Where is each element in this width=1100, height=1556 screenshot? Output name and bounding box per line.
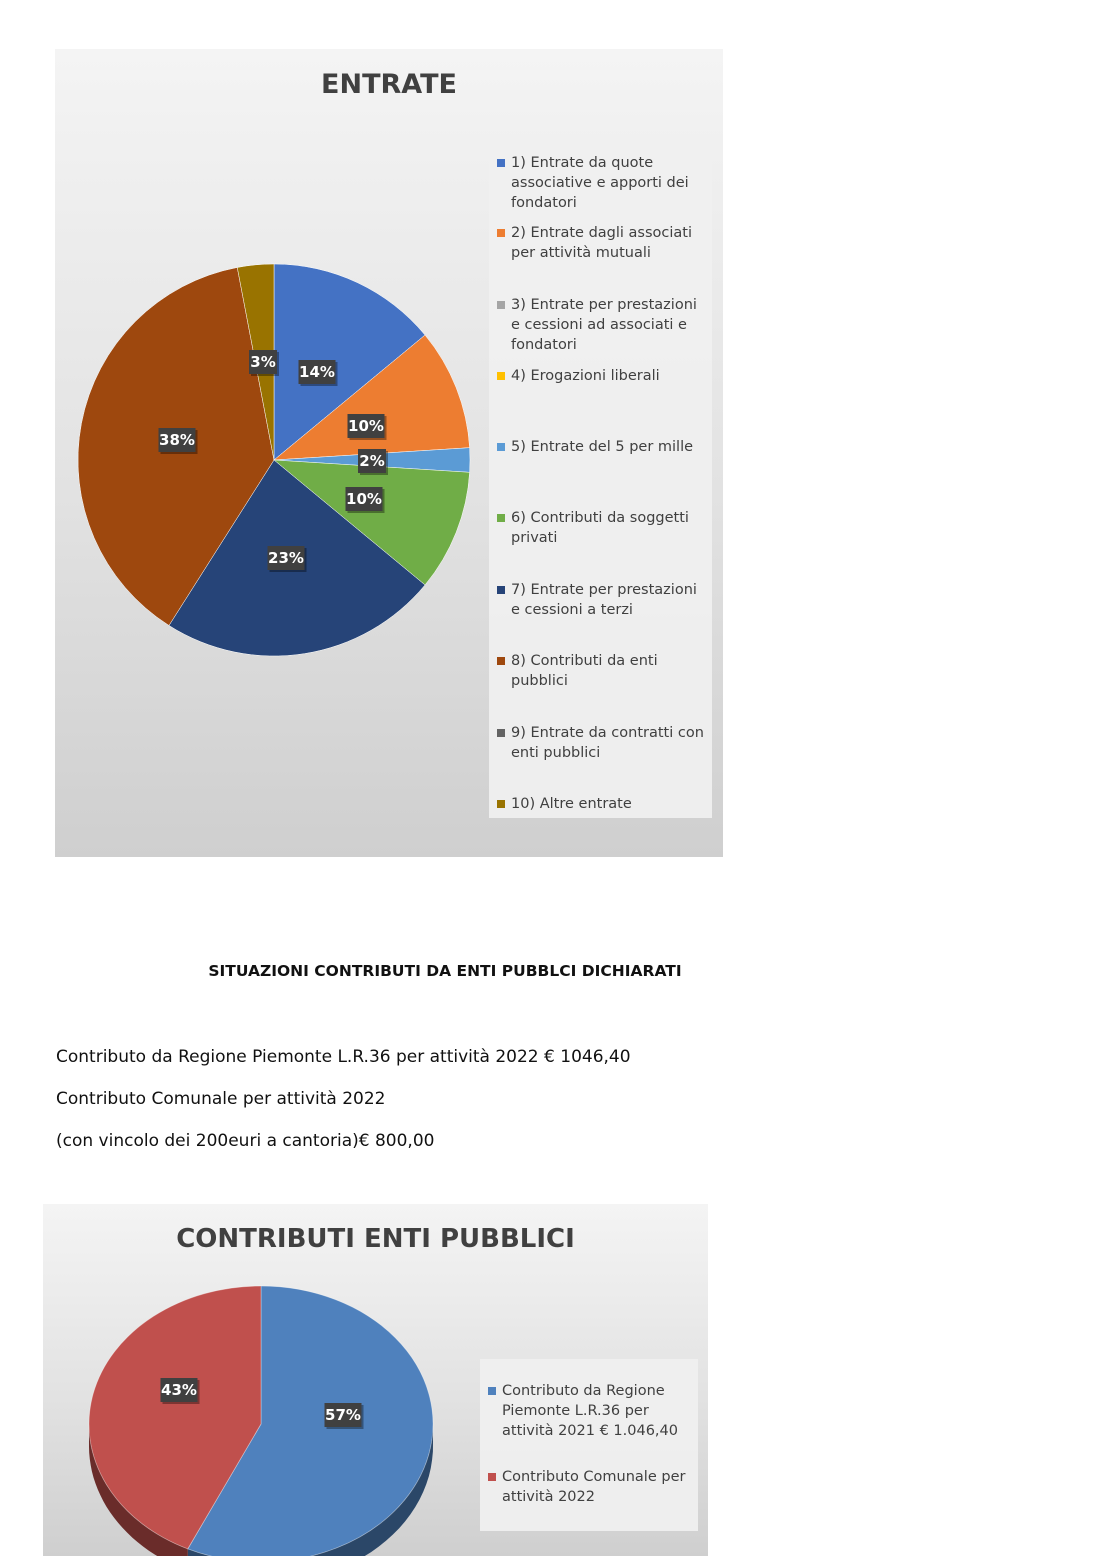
- legend-item-4: [497, 366, 708, 386]
- data-label-text: 2%: [359, 452, 385, 470]
- data-label-6: [346, 487, 385, 513]
- legend-item-2: [488, 1467, 694, 1507]
- legend-item-5: [497, 437, 708, 457]
- legend-swatch: [488, 1473, 496, 1481]
- legend-item-1: [488, 1381, 694, 1441]
- data-label-2: [348, 414, 387, 440]
- data-label-text: 23%: [268, 549, 304, 567]
- legend-label: 4) Erogazioni liberali: [511, 368, 660, 384]
- data-label-1: [299, 360, 338, 386]
- data-label-5: [358, 449, 388, 475]
- data-label-text: 57%: [325, 1406, 361, 1424]
- contributi-legend: [480, 1359, 698, 1531]
- text-line-comunale: Contributo Comunale per attività 2022: [56, 1089, 386, 1109]
- chart-title: ENTRATE: [321, 69, 457, 100]
- data-label-1: [325, 1403, 364, 1429]
- legend-swatch: [497, 800, 505, 808]
- data-label-text: 10%: [348, 417, 384, 435]
- data-label-2: [161, 1378, 200, 1404]
- data-label-7: [268, 546, 307, 572]
- legend-item-2: [497, 223, 708, 263]
- legend-swatch: [497, 657, 505, 665]
- data-label-text: 38%: [159, 431, 195, 449]
- legend-label: 7) Entrate per prestazioni e cessioni a terzi: [511, 582, 697, 618]
- legend-label: 3) Entrate per prestazioni e cessioni ad associati e fondatori: [511, 297, 697, 353]
- legend-swatch: [497, 372, 505, 380]
- section-heading: SITUAZIONI CONTRIBUTI DA ENTI PUBBLCI DICHIARATI: [208, 962, 682, 980]
- text-line-vincolo: (con vincolo dei 200euri a cantoria)€ 800,00: [56, 1131, 435, 1151]
- contributi-chart: [43, 1204, 708, 1556]
- entrate-legend: [489, 145, 712, 818]
- chart-title: CONTRIBUTI ENTI PUBBLICI: [176, 1224, 575, 1254]
- legend-swatch: [497, 443, 505, 451]
- data-label-text: 3%: [250, 353, 276, 371]
- legend-swatch: [488, 1387, 496, 1395]
- data-label-text: 10%: [346, 490, 382, 508]
- data-label-10: [249, 350, 279, 376]
- legend-swatch: [497, 229, 505, 237]
- legend-item-6: [497, 508, 708, 548]
- data-label-text: 14%: [299, 363, 335, 381]
- legend-item-10: [497, 794, 708, 814]
- legend-label: 9) Entrate da contratti con enti pubblici: [511, 725, 704, 761]
- legend-label: 2) Entrate dagli associati per attività mutuali: [511, 225, 693, 261]
- legend-label: Contributo da Regione Piemonte L.R.36 per attività 2021 € 1.046,40: [502, 1383, 678, 1439]
- legend-label: 1) Entrate da quote associative e apporti dei fondatori: [511, 155, 689, 211]
- entrate-chart: [55, 49, 723, 857]
- legend-label: 5) Entrate del 5 per mille: [511, 439, 694, 455]
- legend-label: 8) Contributi da enti pubblici: [511, 653, 658, 689]
- legend-item-1: [497, 153, 708, 213]
- legend-swatch: [497, 729, 505, 737]
- legend-label: 6) Contributi da soggetti privati: [511, 510, 689, 546]
- legend-label: 10) Altre entrate: [511, 796, 632, 812]
- legend-item-8: [497, 651, 708, 691]
- legend-item-7: [497, 580, 708, 620]
- legend-item-3: [497, 295, 708, 355]
- data-label-8: [159, 428, 198, 454]
- legend-label: Contributo Comunale per attività 2022: [502, 1469, 686, 1505]
- legend-swatch: [497, 301, 505, 309]
- text-line-regione: Contributo da Regione Piemonte L.R.36 per attività 2022 € 1046,40: [56, 1047, 631, 1067]
- legend-item-9: [497, 723, 708, 763]
- legend-swatch: [497, 514, 505, 522]
- legend-swatch: [497, 586, 505, 594]
- data-label-text: 43%: [161, 1381, 197, 1399]
- legend-swatch: [497, 159, 505, 167]
